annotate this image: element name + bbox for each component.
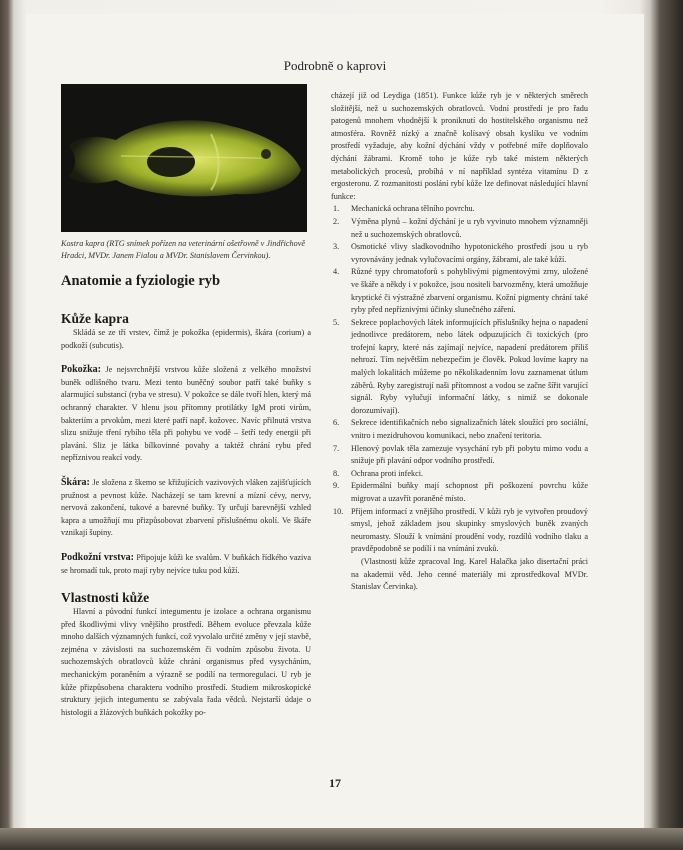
skin-title: Kůže kapra xyxy=(61,311,129,326)
list-item: 1. Mechanická ochrana tělního povrchu. xyxy=(333,204,475,214)
skara-text: Je složena z škemo se křižujících vazivových vláken zajišťujících pružnost a pevnost kůže. Nacházejí se tam krevní a mízní cévy, nervy, nervová zakončení, tukové a barevné buňky. Ty určují barevnější vzhled kapra a umožňují mu přizpůsobovat zbarvení příslušnému okolí. Ve škáře vznikají šupiny. xyxy=(61,477,312,538)
list-item: 7. Hlenový povlak těla zamezuje vysychání ryb při pobytu mimo vodu a snižuje při plavání odpor vodního prostředí. xyxy=(333,443,588,466)
xray-photo xyxy=(61,84,307,232)
book-page xyxy=(26,14,644,828)
right-intro: cházejí již od Leydiga (1851). Funkce kůže ryb je v některých směrech složitější, než u suchozemských obratlovců. Vodní prostředí je pro řadu patogenů mnohem vhodnější k proniknutí do hostitelského organismu než atmosféra. Rovněž nízký a značně kolísavý obsah kyslíku ve vodním prostředí vyžaduje, aby kožní dýchání vždy v potřebné míře doplňovalo dýchání žábrami. Kromě toho je kůže ryb také místem některých metabolických procesů, probíhá v ní například syntéza vitamínu D z ergosteronu. Z rozmanitosti poslání rybí kůže lze definovat následující hlavní funkce: xyxy=(331,91,588,201)
skin-intro: Skládá se ze tří vrstev, čímž je pokožka (epidermis), škára (corium) a podkoží (subcutis). xyxy=(61,328,311,350)
pokozka-paragraph xyxy=(61,364,311,465)
skara-label: Škára: xyxy=(61,476,90,488)
list-item: 2. Výměna plynů – kožní dýchání je u ryb vyvinuto mnohem významněji než u suchozemských obratlovců. xyxy=(333,216,588,239)
list-item: 10. Příjem informací z vnějšího prostředí. V kůži ryb je vytvořen proudový smysl, jehož základem jsou skupinky smyslových buněk zvaných neuromasty. Slouží k vnímání proudění vody, rozdílů vodního tlaku a pravděpodobně se podílí i na vnímání zvuků. xyxy=(333,506,588,554)
list-item: 5. Sekrece poplachových látek informujících příslušníky hejna o napadení jednotlivce predátorem, nebo látek odpuzujících či toxických (pro trofejní kapry, které nás zajímají nejvíce, napadení predátorem příliš nehrozí. Tím největším nebezpečím je člověk. Pokud lovíme kapry na malých lokalitách můžeme po několikadenním lovu zaznamenat útlum záběrů. Ryby zaregistrují naši přítomnost a vodou se začne šířit varující signál. Ryby vylučují informační látky, s nimiž se dokonale dorozumívají). xyxy=(333,317,588,415)
left-column xyxy=(61,272,311,719)
running-header: Podrobně o kaprovi xyxy=(283,58,387,73)
pokozka-text: Je nejsvrchnější vrstvou kůže složená z velkého množství buněk odlišného tvaru. Mezi tento buněčný soubor patří také buňky s alarmující substancí (ryba ve stresu). V pokožce se dále tvoří hlen, který má ochranný charakter. V hlenu jsou přítomny protilátky IgM proti virům, bakteriím a prvokům, mezi které patří např. kožovec. Navíc přilnutá vrstva slizu snižuje tření rybího těla při pohybu ve vodě – šetří tedy energii při plavání. Sliz je látka bílkovinné povahy a taktéž chrání rybu před nepříznivou reakcí vody. xyxy=(61,365,311,463)
properties-title: Vlastnosti kůže xyxy=(61,590,150,606)
list-item: 3. Osmotické vlivy sladkovodního hypotonického prostředí jsou u ryb vyrovnávány jednak vylučovacími orgány, žábrami, ale také kůží. xyxy=(333,242,588,264)
page-number: 17 xyxy=(329,776,341,790)
podkozi-label: Podkožní vrstva: xyxy=(61,551,134,563)
functions-list xyxy=(331,203,588,556)
pokozka-label: Pokožka: xyxy=(61,364,101,376)
photo-caption: Kostra kapra (RTG snímek pořízen na veterinární ošetřovně v Jindřichově Hradci, MVDr. Janem Fialou a MVDr. Stanislavem Červinkou). xyxy=(61,239,305,260)
list-item: 9. Epidermální buňky mají schopnost při poškození povrchu kůže migrovat a uzavřít poraněné místo. xyxy=(333,481,588,503)
list-item: 8. Ochrana proti infekci. xyxy=(333,468,424,478)
list-item: 4. Různé typy chromatoforů s pohyblivými pigmentovými zrny, uložené ve škáře a někdy i v pokožce, jsou nositeli barvozměny, která umožňuje kryptické či výstražné zbarvení organismu. Kožní pigmenty chrání také ryby před nepříznivými účinky slunečného záření. xyxy=(333,267,588,315)
right-column xyxy=(331,90,588,594)
section-title: Anatomie a fyziologie ryb xyxy=(61,273,221,289)
fish-skeleton-xray-image xyxy=(61,84,307,232)
podkozi-paragraph xyxy=(61,552,311,577)
podkozi-text: Připojuje kůži ke svalům. V buňkách řídkého vaziva se hromadí tuk, proto mají ryby nejvíce tuku pod kůží. xyxy=(61,552,312,575)
properties-text: Hlavní a původní funkcí integumentu je izolace a ochrana organismu před škodlivými vlivy vnějšího prostředí. Během evoluce převzala kůže mnoho dalších významných funkcí, což vyvolalo určité změny v její stavbě, zejména v závislosti na suchozemském či vodním způsobu života. U suchozemských obratlovců kůže chrání organismus před vysycháním, mechanickým poraněním a výrazně se podílí na termoregulaci. U ryb je kůže přizpůsobena charakteru vodního prostředí. Studiem mikroskopické struktury jejich integumentu se zabývala řada vědců. Nejstarší údaje o histologii a žlázových buňkách pokožky po- xyxy=(61,607,311,717)
book-bottom-edge xyxy=(0,828,683,850)
list-item: 6. Sekrece identifikačních nebo signalizačních látek sloužící pro sociální, vnitro i mezidruhovou komunikaci, nebo značení teritoria. xyxy=(333,418,588,441)
credit-note: (Vlastnosti kůže zpracoval Ing. Karel Halačka jako disertační práci na akademii věd. Jeho cenné materiály mi zprostředkoval MVDr. Stanislav Červinka). xyxy=(351,556,588,592)
skara-paragraph xyxy=(61,477,311,540)
